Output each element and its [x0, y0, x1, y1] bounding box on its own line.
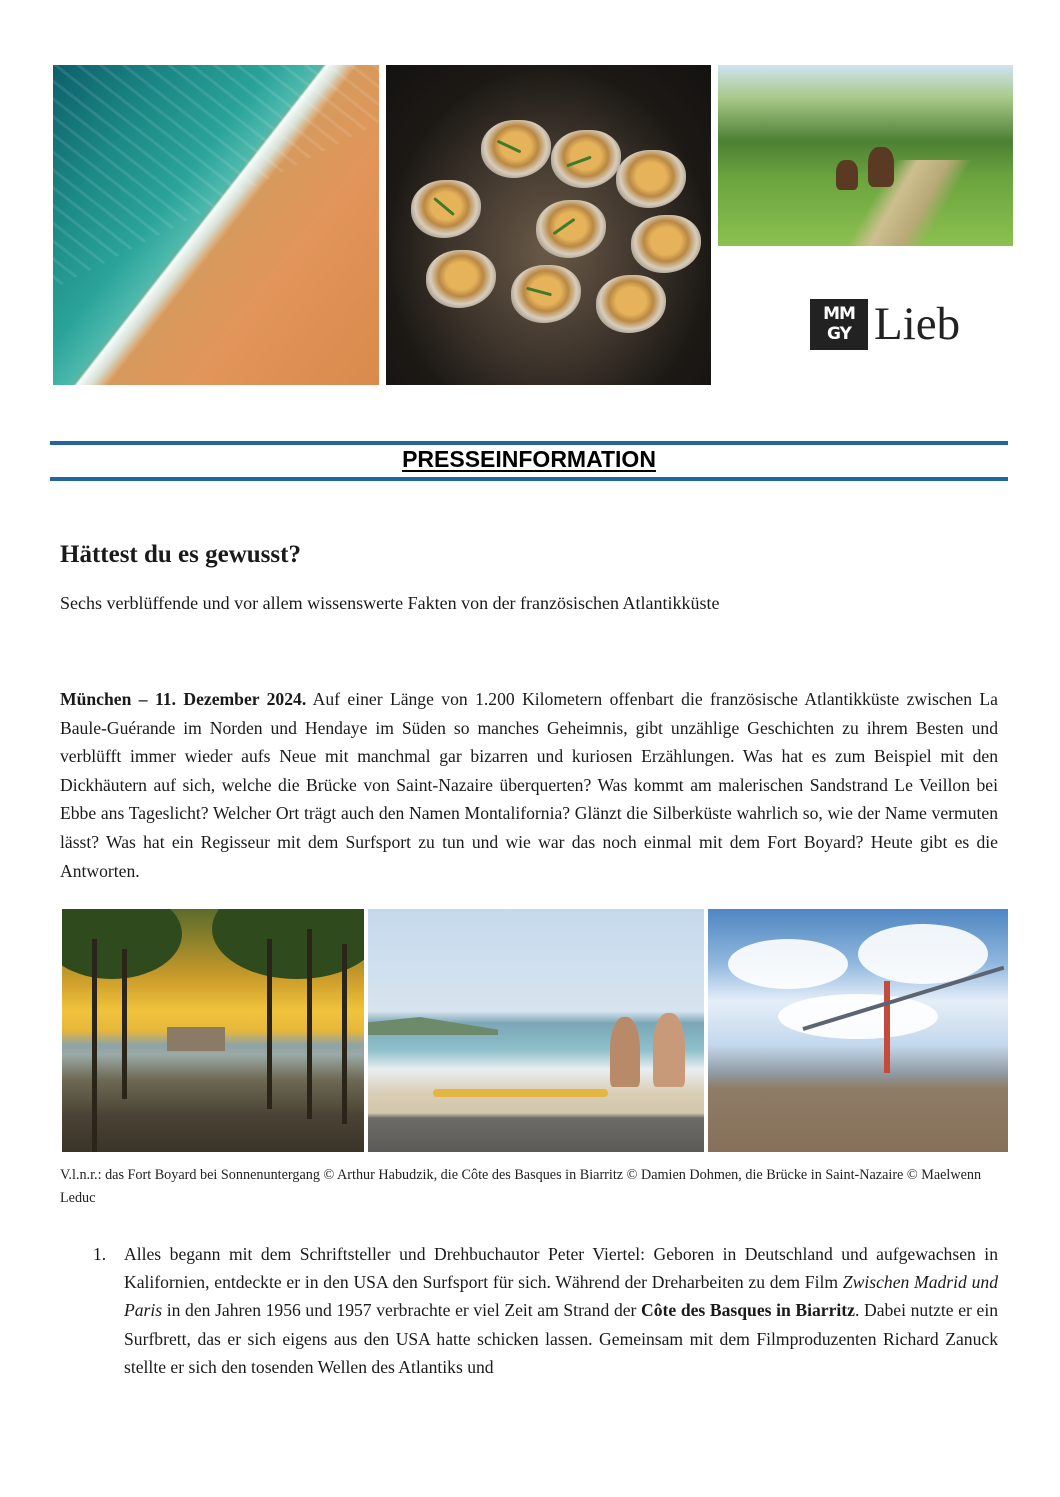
lead-paragraph: [60, 685, 998, 885]
banner-title: PRESSEINFORMATION: [402, 446, 656, 472]
oyster-shape: [596, 275, 666, 333]
person-silhouette: [610, 1017, 640, 1087]
logo-mark-line1: MM: [823, 304, 855, 324]
gallery-photo-fort-boyard: [62, 909, 364, 1152]
tree-trunk: [92, 939, 97, 1152]
fort-silhouette: [167, 1027, 225, 1051]
oyster-shape: [536, 200, 606, 258]
oyster-shape: [631, 215, 701, 273]
list-text-c: . Dabei nutzte er ein Surfbrett, das er sich eigens aus den USA hatte schicken lassen. Gemeinsam mit dem Filmproduzenten Richard Zanuck stellte er sich den tosenden Wellen des Atlantiks und: [124, 1300, 999, 1377]
logo-wordmark: Lieb: [874, 298, 961, 350]
logo-mark-line2: GY: [827, 324, 851, 344]
list-text-b: in den Jahren 1956 und 1957 verbrachte er viel Zeit am Strand der: [162, 1300, 642, 1321]
gallery-photo-cote-des-basques: [368, 909, 704, 1152]
tree-trunk: [122, 949, 127, 1099]
cloud: [858, 924, 988, 984]
headline: Hättest du es gewusst?: [60, 541, 301, 568]
list-text-a: Alles begann mit dem Schriftsteller und Drehbuchautor Peter Viertel: Geboren in Deutschland und aufgewachsen in Kalifornien, entdeckte er in den USA den Surfsport für sich. Während der Dreharbeiten zu dem Film: [124, 1244, 998, 1293]
place-name: Côte des Basques in Biarritz: [641, 1300, 855, 1321]
logo-mark: [810, 299, 868, 350]
bridge-pylon: [884, 981, 890, 1073]
person-silhouette: [653, 1013, 685, 1087]
header-photo-beach-aerial: [53, 65, 379, 385]
mmgy-lieb-logo: [810, 294, 974, 354]
surfboard: [433, 1089, 608, 1097]
header-photo-horse-riding: [718, 65, 1013, 246]
list-item-number: 1.: [93, 1244, 107, 1264]
film-title: Zwischen Madrid und Paris: [124, 1272, 998, 1321]
banner-rule-bottom: [50, 477, 1008, 481]
gallery-photo-saint-nazaire-bridge: [708, 909, 1008, 1152]
hillside: [368, 1017, 498, 1035]
oyster-shape: [616, 150, 686, 208]
oyster-shape: [426, 250, 496, 308]
cloud: [778, 994, 938, 1039]
photo-caption: V.l.n.r.: das Fort Boyard bei Sonnenuntergang © Arthur Habudzik, die Côte des Basques in Biarritz © Damien Dohmen, die Brücke in Saint-Nazaire © Maelwenn Leduc: [60, 1167, 982, 1206]
tree-trunk: [307, 929, 312, 1119]
tree-trunk: [267, 939, 272, 1109]
dateline: München – 11. Dezember 2024.: [60, 689, 307, 709]
subline: Sechs verblüffende und vor allem wissenswerte Fakten von der französischen Atlantikküste: [60, 593, 720, 613]
horse-rider: [836, 160, 858, 190]
lead-body: Auf einer Länge von 1.200 Kilometern offenbart die französische Atlantikküste zwischen La Baule-Guérande im Norden und Hendaye im Süden so manches Geheimnis, gibt unzählige Geschichten zu ihrem Besten und verblüfft immer wieder aufs Neue mit manchmal gar bizarren und kuriosen Erzählungen. Was hat es zum Beispiel mit den Dickhäutern auf sich, welche die Brücke von Saint-Nazaire überquerten? Was kommt am malerischen Sandstrand Le Veillon bei Ebbe ans Tageslicht? Welcher Ort trägt auch den Namen Montalifornia? Glänzt die Silberküste wahrlich so, wie der Name vermuten lässt? Was hat ein Regisseur mit dem Surfsport zu tun und wie war das noch einmal mit dem Fort Boyard? Heute gibt es die Antworten.: [60, 689, 998, 881]
banner-rule-top: [50, 441, 1008, 445]
forest-path: [838, 160, 978, 246]
cloud: [728, 939, 848, 989]
horse-rider: [868, 147, 894, 187]
tree-trunk: [342, 944, 347, 1124]
list-item: [124, 1240, 998, 1381]
header-photo-oysters: [386, 65, 711, 385]
